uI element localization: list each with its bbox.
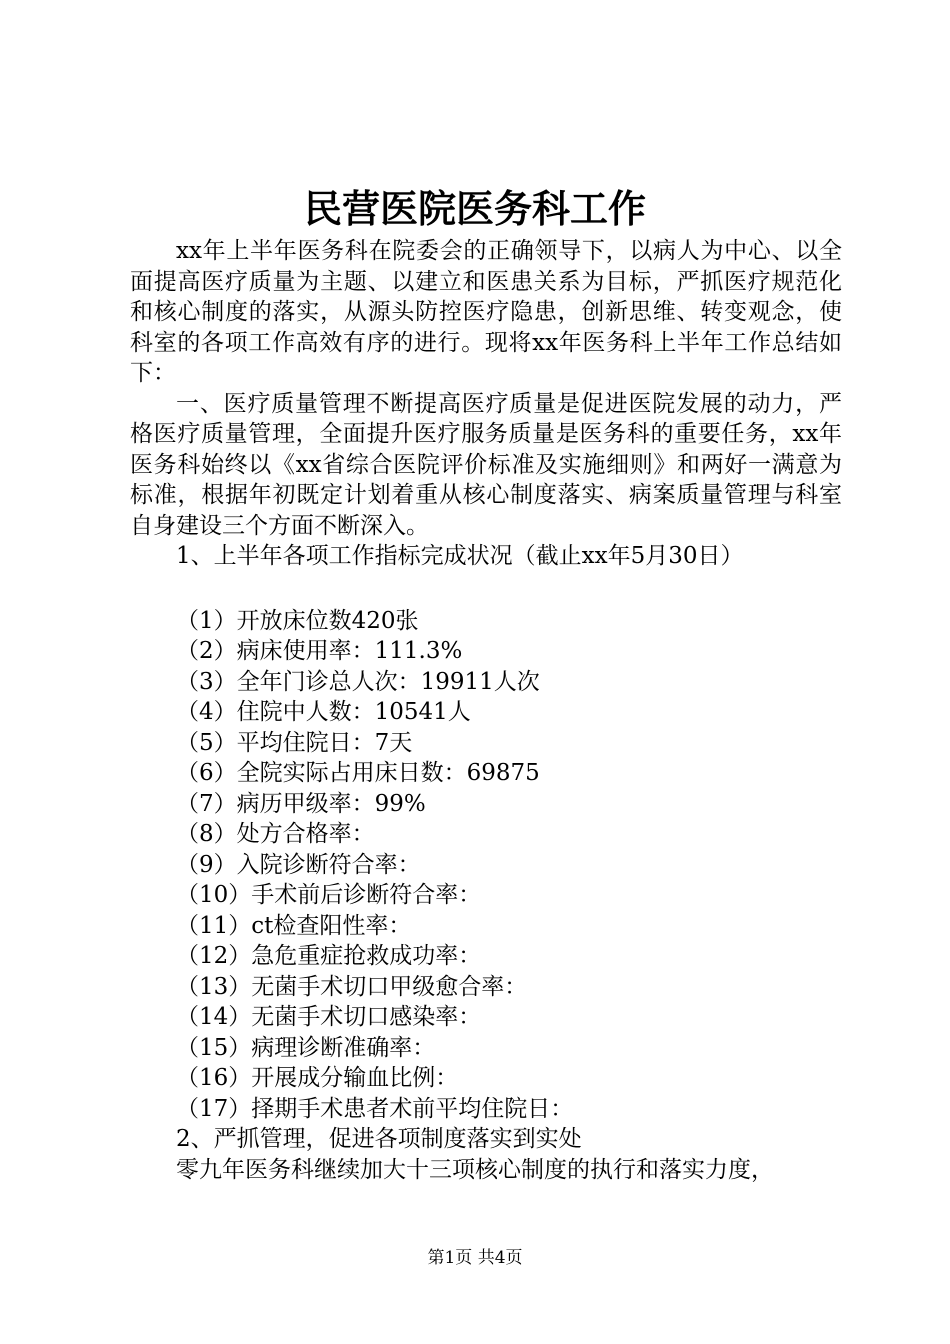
- indicator-item: （6）全院实际占用床日数：69875: [176, 760, 540, 786]
- indicator-item: （16）开展成分输血比例：: [176, 1065, 459, 1091]
- blank-line: [130, 572, 842, 606]
- indicator-item: （11）ct检查阳性率：: [176, 912, 412, 939]
- indicator-item: （13）无菌手术切口甲级愈合率：: [176, 973, 528, 1000]
- indicator-item: （8）处方合格率：: [176, 821, 375, 847]
- section2-heading: 2、严抓管理，促进各项制度落实到实处: [176, 1126, 582, 1152]
- quality-management-paragraph: 一、医疗质量管理不断提高医疗质量是促进医院发展的动力，严格医疗质量管理，全面提升医疗服务质量是医务科的重要任务，xx年医务科始终以《xx省综合医院评价标准及实施细则》和两好一满意为标准，根据年初既定计划着重从核心制度落实、病案质量管理与科室自身建设三个方面不断深入。: [130, 390, 842, 539]
- indicator-item: （14）无菌手术切口感染率：: [176, 1004, 482, 1030]
- indicator-item: （7）病历甲级率：99%: [176, 790, 426, 817]
- indicator-item: （3）全年门诊总人次：19911人次: [176, 668, 540, 695]
- indicator-item: （12）急危重症抢救成功率：: [176, 943, 482, 969]
- indicator-item: （17）择期手术患者术前平均住院日：: [176, 1095, 574, 1122]
- document-body: [130, 236, 842, 1185]
- page-number: 第1页 共4页: [427, 1248, 523, 1268]
- intro-paragraph: xx年上半年医务科在院委会的正确领导下，以病人为中心、以全面提高医疗质量为主题、以建立和医患关系为目标，严抓医疗规范化和核心制度的落实，从源头防控医疗隐患，创新思维、转变观念，使科室的各项工作高效有序的进行。现将xx年医务科上半年工作总结如下：: [130, 238, 842, 386]
- indicator-item: （15）病理诊断准确率：: [176, 1034, 436, 1061]
- document-title: 民营医院医务科工作: [303, 186, 646, 231]
- core-system-paragraph: 零九年医务科继续加大十三项核心制度的执行和落实力度，: [176, 1156, 774, 1183]
- indicator-item: （4）住院中人数：10541人: [176, 699, 471, 725]
- section1-heading: 1、上半年各项工作指标完成状况（截止xx年5月30日）: [176, 543, 744, 569]
- indicator-item: （9）入院诊断符合率：: [176, 851, 421, 878]
- indicator-item: （5）平均住院日：7天: [176, 729, 413, 756]
- indicator-item: （1）开放床位数420张: [176, 607, 419, 634]
- indicator-list: [130, 606, 842, 1125]
- indicator-item: （2）病床使用率：111.3%: [176, 638, 463, 664]
- indicator-item: （10）手术前后诊断符合率：: [176, 882, 482, 908]
